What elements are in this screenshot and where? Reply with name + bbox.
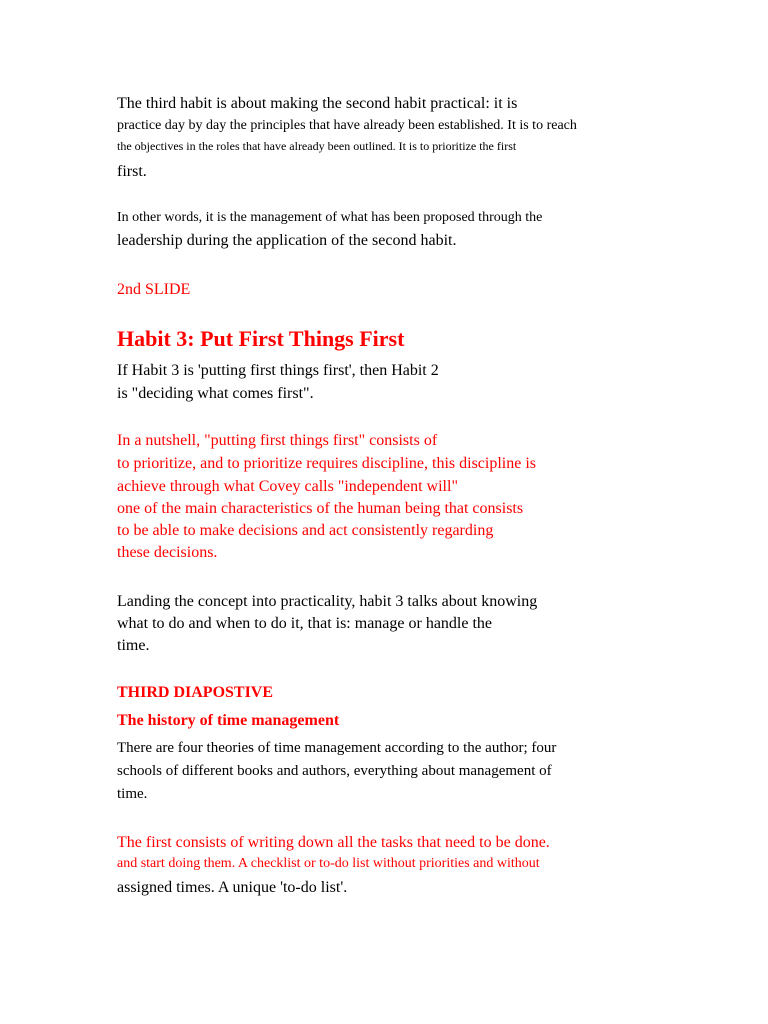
slide-label: 2nd SLIDE xyxy=(117,281,191,298)
text-line: leadership during the application of the second habit. xyxy=(117,232,457,249)
text-line: In a nutshell, "putting first things first" consists of xyxy=(117,432,438,449)
text-line: these decisions. xyxy=(117,544,218,561)
text-line: what to do and when to do it, that is: manage or handle the xyxy=(117,615,493,632)
text-line: is "deciding what comes first". xyxy=(117,385,314,402)
text-line: If Habit 3 is 'putting first things first', then Habit 2 xyxy=(117,362,439,379)
text-line: the objectives in the roles that have already been outlined. It is to prioritize the first xyxy=(117,139,517,153)
text-line: one of the main characteristics of the human being that consists xyxy=(117,500,524,517)
text-line: first. xyxy=(117,163,147,180)
text-line: to prioritize, and to prioritize requires discipline, this discipline is xyxy=(117,455,537,472)
text-line: Landing the concept into practicality, habit 3 talks about knowing xyxy=(117,593,538,610)
text-line: practice day by day the principles that have already been established. It is to reach xyxy=(117,118,577,133)
text-line: The first consists of writing down all the tasks that need to be done. xyxy=(117,834,550,851)
text-line: schools of different books and authors, everything about management of xyxy=(117,763,552,779)
section-heading: Habit 3: Put First Things First xyxy=(117,326,405,351)
text-line: assigned times. A unique 'to-do list'. xyxy=(117,879,348,896)
text-line: time. xyxy=(117,786,148,802)
text-line: The third habit is about making the second habit practical: it is xyxy=(117,95,518,112)
text-line: time. xyxy=(117,637,150,654)
text-line: to be able to make decisions and act consistently regarding xyxy=(117,522,494,539)
text-line: There are four theories of time management according to the author; four xyxy=(117,740,557,756)
text-line: achieve through what Covey calls "independent will" xyxy=(117,478,458,495)
text-line: In other words, it is the management of what has been proposed through the xyxy=(117,210,543,225)
text-line: and start doing them. A checklist or to-do list without priorities and without xyxy=(117,856,540,871)
slide-label: THIRD DIAPOSTIVE xyxy=(117,684,274,701)
subheading: The history of time management xyxy=(117,712,340,729)
